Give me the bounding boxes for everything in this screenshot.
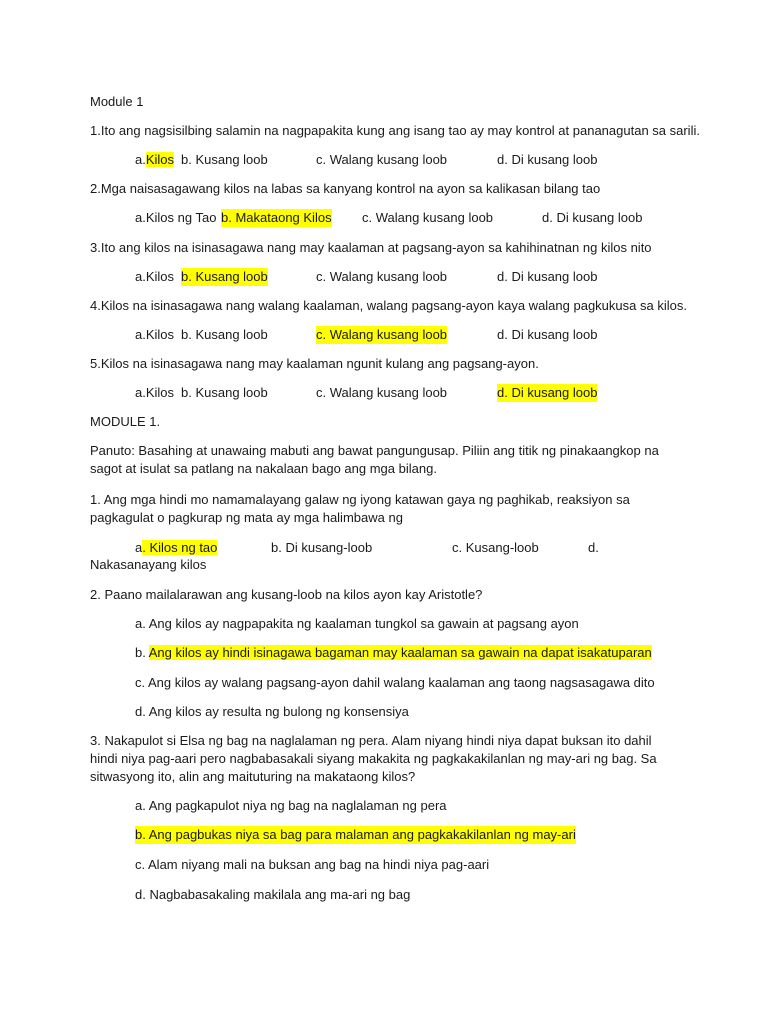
q3-option-c: c. Walang kusang loob [316,269,448,284]
module-heading-2: MODULE 1. [90,414,161,429]
p2q3-option-d: d. Nagbabasakaling makilala ang ma-ari ng bag [135,887,411,902]
q1-option-a-answer: Kilos [145,152,175,167]
part2-question-3-text: 3. Nakapulot si Elsa ng bag na naglalaman ng pera. Alam niyang hindi niya dapat buksan ito dahil hindi niya pag-aari pero nagbabasakali siyang makakita ng pagkakakilanlan ng may-ari ng bag. Sa sitwasyong ito, alin ang maituturing na makataong kilos? [90,733,657,784]
q5-option-d-answer: d. Di kusang loob [497,385,598,400]
p2q1-option-c: c. Kusang-loob [452,540,539,555]
q5-option-b: b. Kusang loob [181,385,268,400]
instructions-paragraph: Panuto: Basahing at unawaing mabuti ang bawat pangungusap. Piliin ang titik ng pinakaangkop na sagot at isulat sa patlang na nakalaan bago ang mga bilang. [90,443,659,476]
p2q2-option-a: a. Ang kilos ay nagpapakita ng kaalaman tungkol sa gawain at pagsang ayon [135,616,579,631]
q2-option-c: c. Walang kusang loob [362,210,494,225]
p2q2-option-d: d. Ang kilos ay resulta ng bulong ng konsensiya [135,704,409,719]
q2-option-b-answer: b. Makataong Kilos [221,210,332,225]
p2q2-option-b [135,644,652,662]
q2-option-d: d. Di kusang loob [542,210,643,225]
q4-option-a: a.Kilos [135,327,175,342]
p2q1-option-b: b. Di kusang-loob [271,540,373,555]
p2q1-option-a-answer: . Kilos ng tao [142,540,218,555]
question-2-text: 2.Mga naisasagawang kilos na labas sa kanyang kontrol na ayon sa kalikasan bilang tao [90,181,601,196]
q3-option-b-answer: b. Kusang loob [181,269,268,284]
q3-option-a: a.Kilos [135,269,175,284]
q4-option-c-answer: c. Walang kusang loob [316,327,448,342]
q4-option-d: d. Di kusang loob [497,327,598,342]
q1-option-a-prefix: a. [135,152,146,167]
q5-option-c: c. Walang kusang loob [316,385,448,400]
part2-question-2-text: 2. Paano mailalarawan ang kusang-loob na kilos ayon kay Aristotle? [90,587,483,602]
question-3-text: 3.Ito ang kilos na isinasagawa nang may kaalaman at pagsang-ayon sa kahihinatnan ng kilos nito [90,240,652,255]
p2q2-option-c: c. Ang kilos ay walang pagsang-ayon dahil walang kaalaman ang taong nagsasagawa dito [135,675,655,690]
p2q1-option-a [135,539,217,557]
question-1-text: 1.Ito ang nagsisilbing salamin na nagpapakita kung ang isang tao ay may kontrol at pananagutan sa sarili. [90,123,700,138]
p2q3-option-a: a. Ang pagkapulot niya ng bag na naglalaman ng pera [135,798,447,813]
question-4-text: 4.Kilos na isinasagawa nang walang kaalaman, walang pagsang-ayon kaya walang pagkukusa sa kilos. [90,298,687,313]
q1-option-a [135,151,174,169]
question-5-text: 5.Kilos na isinasagawa nang may kaalaman ngunit kulang ang pagsang-ayon. [90,356,539,371]
module-heading: Module 1 [90,94,144,109]
q5-option-a: a.Kilos [135,385,175,400]
q1-option-d: d. Di kusang loob [497,152,598,167]
p2q1-option-a-prefix: a [135,540,143,555]
part2-question-1-text: 1. Ang mga hindi mo namamalayang galaw ng iyong katawan gaya ng paghikab, reaksiyon sa pagkagulat o pagkurap ng mata ay mga halimbawa ng [90,492,630,525]
q1-option-c: c. Walang kusang loob [316,152,448,167]
q4-option-b: b. Kusang loob [181,327,268,342]
q3-option-d: d. Di kusang loob [497,269,598,284]
p2q1-option-d-prefix: d. [588,540,599,555]
p2q2-option-b-answer: Ang kilos ay hindi isinagawa bagaman may kaalaman sa gawain na dapat isakatuparan [148,645,652,660]
p2q3-option-b-answer: b. Ang pagbukas niya sa bag para malaman ang pagkakakilanlan ng may-ari [135,827,576,842]
q2-option-a: a.Kilos ng Tao [135,210,217,225]
p2q2-option-b-prefix: b. [135,645,149,660]
q1-option-b: b. Kusang loob [181,152,268,167]
p2q1-option-d-text: Nakasanayang kilos [90,557,207,572]
p2q3-option-c: c. Alam niyang mali na buksan ang bag na hindi niya pag-aari [135,857,490,872]
